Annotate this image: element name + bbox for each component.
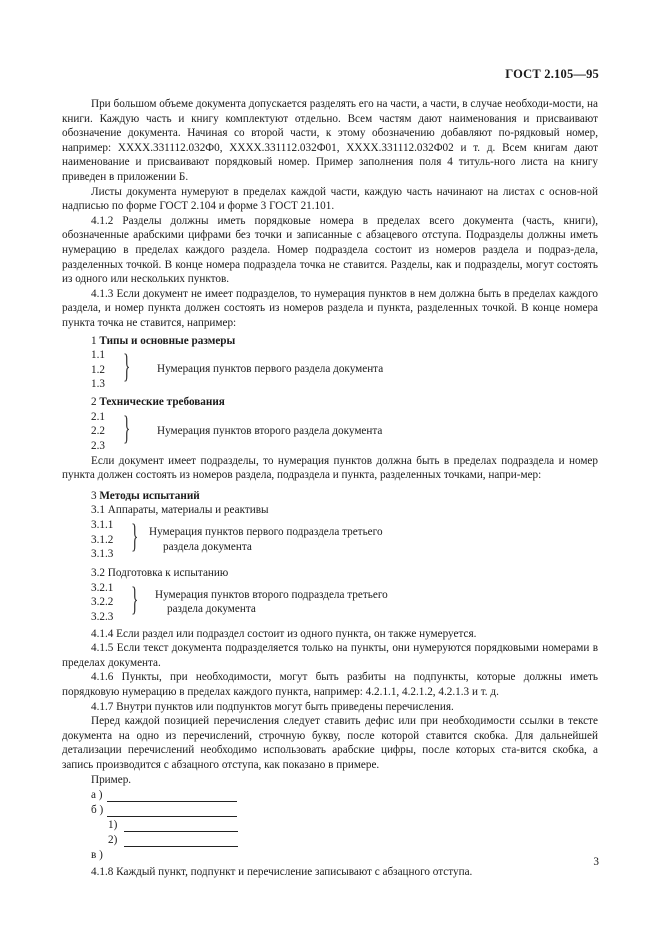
paragraph: При большом объеме документа допускается разделять его на части, а части, в случае необходи-мости, на книги. Каждую часть и книгу комплектуют отдельно. Всем частям дают наименования и присваивают обозначение документа. Начиная со второй части, к этому обозначению добавляют по-рядковый номер, например: ХХХХ.331112.032Ф0, ХХХХ.331112.032Ф01, ХХХХ.331112.032Ф02 и т. д. Всем книгам дают наименование и присваивают порядковый номер. Пример заполнения поля 4 титуль-ного листа на книгу приведен в приложении Б. [62, 98, 598, 183]
section-number: 1 [91, 334, 97, 347]
brace-icon: } [131, 580, 139, 618]
item-numbering-group [91, 410, 598, 454]
document-body [62, 97, 598, 880]
item-list [91, 348, 105, 392]
section-number: 2 [91, 396, 97, 409]
subsection-title: 3.1 Аппараты, материалы и реактивы [91, 504, 269, 517]
section-heading [91, 489, 598, 504]
numbering-caption [149, 525, 383, 554]
paragraph: Листы документа нумеруют в пределах каждой части, каждую часть начинают на листах с основ-ной надписью по форме ГОСТ 2.104 и форме 3 ГОСТ 21.101. [62, 185, 598, 213]
item-list [91, 581, 113, 625]
section-title: Типы и основные размеры [99, 334, 236, 347]
section-heading [91, 334, 598, 349]
numbering-caption: Нумерация пунктов первого раздела документа [157, 363, 384, 376]
caption-line: Нумерация пунктов первого подраздела третьего [149, 526, 383, 539]
blank-line [107, 805, 237, 817]
caption-line: Нумерация пунктов второго подраздела третьего [155, 588, 388, 601]
example-list-item [91, 787, 598, 802]
item-number: 3.2.1 [91, 581, 114, 594]
item-numbering-group [91, 518, 598, 564]
list-marker: 2) [108, 833, 118, 846]
brace-icon: } [123, 348, 131, 386]
paragraph: 4.1.3 Если документ не имеет подразделов, то нумерация пунктов в нем должна быть в пределах каждого раздела, и номер пункта должен состоять из номеров раздела и пункта, разделенных точкой. В конце номера пункта точка не ставится, например: [62, 287, 598, 329]
example-list-item [91, 802, 598, 817]
item-number: 3.1.1 [91, 519, 114, 532]
subsection-title: 3.2 Подготовка к испытанию [91, 567, 229, 580]
item-numbering-group [91, 348, 598, 392]
blank-line [124, 835, 238, 847]
list-marker: б ) [91, 803, 104, 816]
paragraph: 4.1.6 Пункты, при необходимости, могут быть разбиты на подпункты, которые должны иметь порядковую нумерацию в пределах каждого пункта, например: 4.2.1.1, 4.2.1.2, 4.2.1.3 и т. д. [62, 671, 598, 699]
numbering-caption: Нумерация пунктов второго раздела документа [157, 424, 383, 437]
example-list-item [91, 847, 598, 862]
paragraph: 4.1.5 Если текст документа подразделяется только на пункты, они нумеруются порядковыми номерами в пределах документа. [62, 642, 598, 669]
paragraph: Если документ имеет подразделы, то нумерация пунктов должна быть в пределах подраздела и номер пункта должен состоять из номеров раздела, подраздела и пункта, разделенных точками, напри-мер: [62, 454, 598, 482]
item-number: 3.2.3 [91, 610, 114, 623]
list-marker: в ) [91, 848, 103, 861]
page-number: 3 [593, 856, 599, 868]
item-number: 1.2 [91, 363, 105, 376]
blank-line [107, 790, 237, 802]
caption-line: раздела документа [167, 603, 256, 616]
section-title: Методы испытаний [99, 489, 200, 502]
list-marker: а ) [91, 788, 103, 801]
brace-icon: } [131, 518, 139, 556]
item-number: 3.2.2 [91, 596, 114, 609]
caption-line: раздела документа [163, 540, 252, 553]
item-numbering-group [91, 581, 598, 627]
item-number: 1.1 [91, 349, 105, 362]
item-number: 2.3 [91, 439, 105, 452]
item-number: 2.2 [91, 425, 105, 438]
item-list [91, 518, 113, 562]
section-number: 3 [91, 489, 97, 502]
brace-icon: } [123, 409, 131, 447]
section-heading [91, 395, 598, 410]
example-label: Пример. [91, 773, 132, 786]
standard-header: ГОСТ 2.105—95 [505, 67, 599, 81]
example-list-item [108, 817, 598, 832]
paragraph: 4.1.7 Внутри пунктов или подпунктов могут быть приведены перечисления. [91, 700, 454, 713]
item-number: 2.1 [91, 410, 105, 423]
item-number: 1.3 [91, 378, 105, 391]
item-list [91, 410, 105, 454]
paragraph: Перед каждой позицией перечисления следует ставить дефис или при необходимости ссылки в тексте документа на одно из перечислений, строчную букву, после которой ставится скобка. Для дальнейшей детализации перечислений необходимо использовать арабские цифры, после которых ста-вится скобка, а запись производится с абзацного отступа, как показано в примере. [62, 715, 598, 771]
paragraph: 4.1.2 Разделы должны иметь порядковые номера в пределах всего документа (часть, книги), обозначенные арабскими цифрами без точки и записанные с абзацевого отступа. Подразделы должны иметь нумерацию в пределах каждого раздела. Номер подраздела состоит из номеров раздела и подраз-дела, разделенных точкой. В конце номера подраздела точка не ставится. Разделы, как и подразделы, могут состоять из одного или нескольких пунктов. [62, 214, 598, 286]
item-number: 3.1.3 [91, 548, 114, 561]
list-marker: 1) [108, 818, 118, 831]
example-list-item [108, 832, 598, 847]
numbering-caption [155, 588, 388, 617]
section-title: Технические требования [99, 396, 225, 409]
item-number: 3.1.2 [91, 533, 114, 546]
paragraph: 4.1.8 Каждый пункт, подпункт и перечисление записывают с абзацного отступа. [91, 866, 473, 879]
paragraph: 4.1.4 Если раздел или подраздел состоит из одного пункта, он также нумеруется. [91, 627, 477, 640]
blank-line [124, 820, 238, 832]
